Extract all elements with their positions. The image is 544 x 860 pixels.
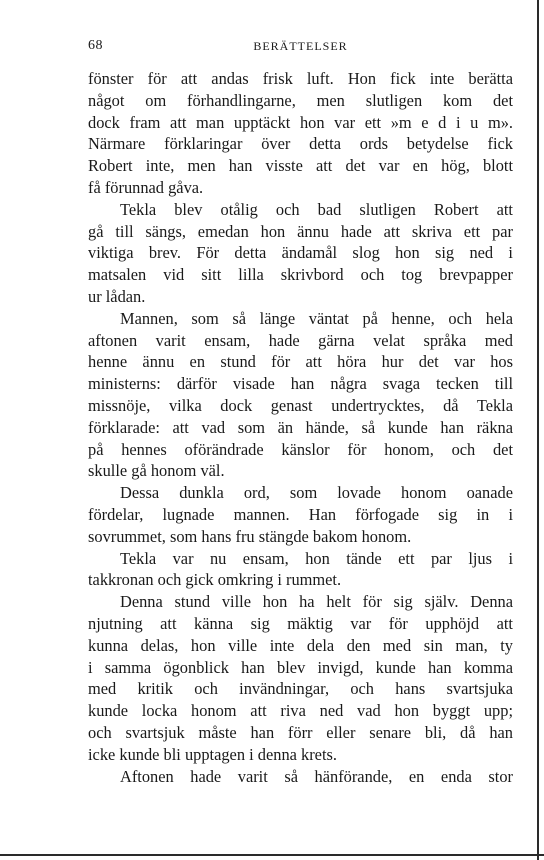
text-line: Dessa dunkla ord, som lovade honom oanade [120,483,513,503]
text-line: matsalen vid sitt lilla skrivbord och tog brevpapper [88,265,513,285]
text-line: på hennes oförändrade känslor för honom, och det [88,439,513,459]
text-line: aftonen varit ensam, hade gärna velat språka med [88,330,513,350]
text-line: fördelar, lugnade mannen. Han förfogade sig in i [88,504,513,524]
body-text [88,68,513,787]
text-line: något om förhandlingarne, men slutligen kom det [88,90,513,110]
text-line: förklarade: att vad som än hände, så kunde han räkna [88,417,513,437]
text-line: Mannen, som så länge väntat på henne, och hela [120,308,513,328]
text-line: i samma ögonblick han blev invigd, kunde han komma [88,657,513,677]
running-head: BERÄTTELSER [253,39,348,53]
text-line: med kritik och invändningar, och hans svartsjuka [88,679,513,699]
text-line: Tekla var nu ensam, hon tände ett par ljus i [120,548,513,568]
text-line: viktiga brev. För detta ändamål slog hon sig ned i [88,243,513,263]
text-line: Aftonen hade varit så hänförande, en enda stor [120,766,513,786]
text-line: takkronan och gick omkring i rummet. [88,570,342,590]
page-header [88,38,513,56]
text-line: ur lådan. [88,286,146,306]
text-line: få förunnad gåva. [88,177,204,197]
text-line: dock fram att man upptäckt hon var ett »m e d i u m». [88,112,513,132]
text-line: Närmare förklaringar över detta ords betydelse fick [88,134,513,154]
text-line: ministerns: därför visade han några svaga tecken till [88,374,513,394]
text-line: Denna stund ville hon ha helt för sig själv. Denna [120,592,513,612]
text-line: fönster för att andas frisk luft. Hon fick inte berätta [88,69,513,88]
text-line: gå till sängs, emedan hon ännu hade att skriva ett par [88,221,513,241]
text-line: missnöje, vilka dock genast undertrycktes, då Tekla [88,395,513,415]
text-line: icke kunde bli upptagen i denna krets. [88,744,337,764]
text-line: sovrummet, som hans fru stängde bakom honom. [88,526,412,546]
text-line: och svartsjuk måste han förr eller senare bli, då han [88,722,513,742]
page-edge-right [537,0,539,860]
page-number: 68 [88,38,103,53]
text-line: henne ännu en stund för att höra hur det var hos [88,352,513,372]
text-line: skulle gå honom väl. [88,461,225,481]
text-line: kunde locka honom att riva ned vad hon byggt upp; [88,701,513,721]
text-line: njutning att känna sig mäktig var för upphöjd att [88,613,513,633]
page-edge-bottom [0,854,544,856]
text-line: kunna delas, hon ville inte dela den med sin man, ty [88,635,513,655]
text-line: Tekla blev otålig och bad slutligen Robert att [120,199,513,219]
text-line: Robert inte, men han visste att det var en hög, blott [88,156,513,176]
